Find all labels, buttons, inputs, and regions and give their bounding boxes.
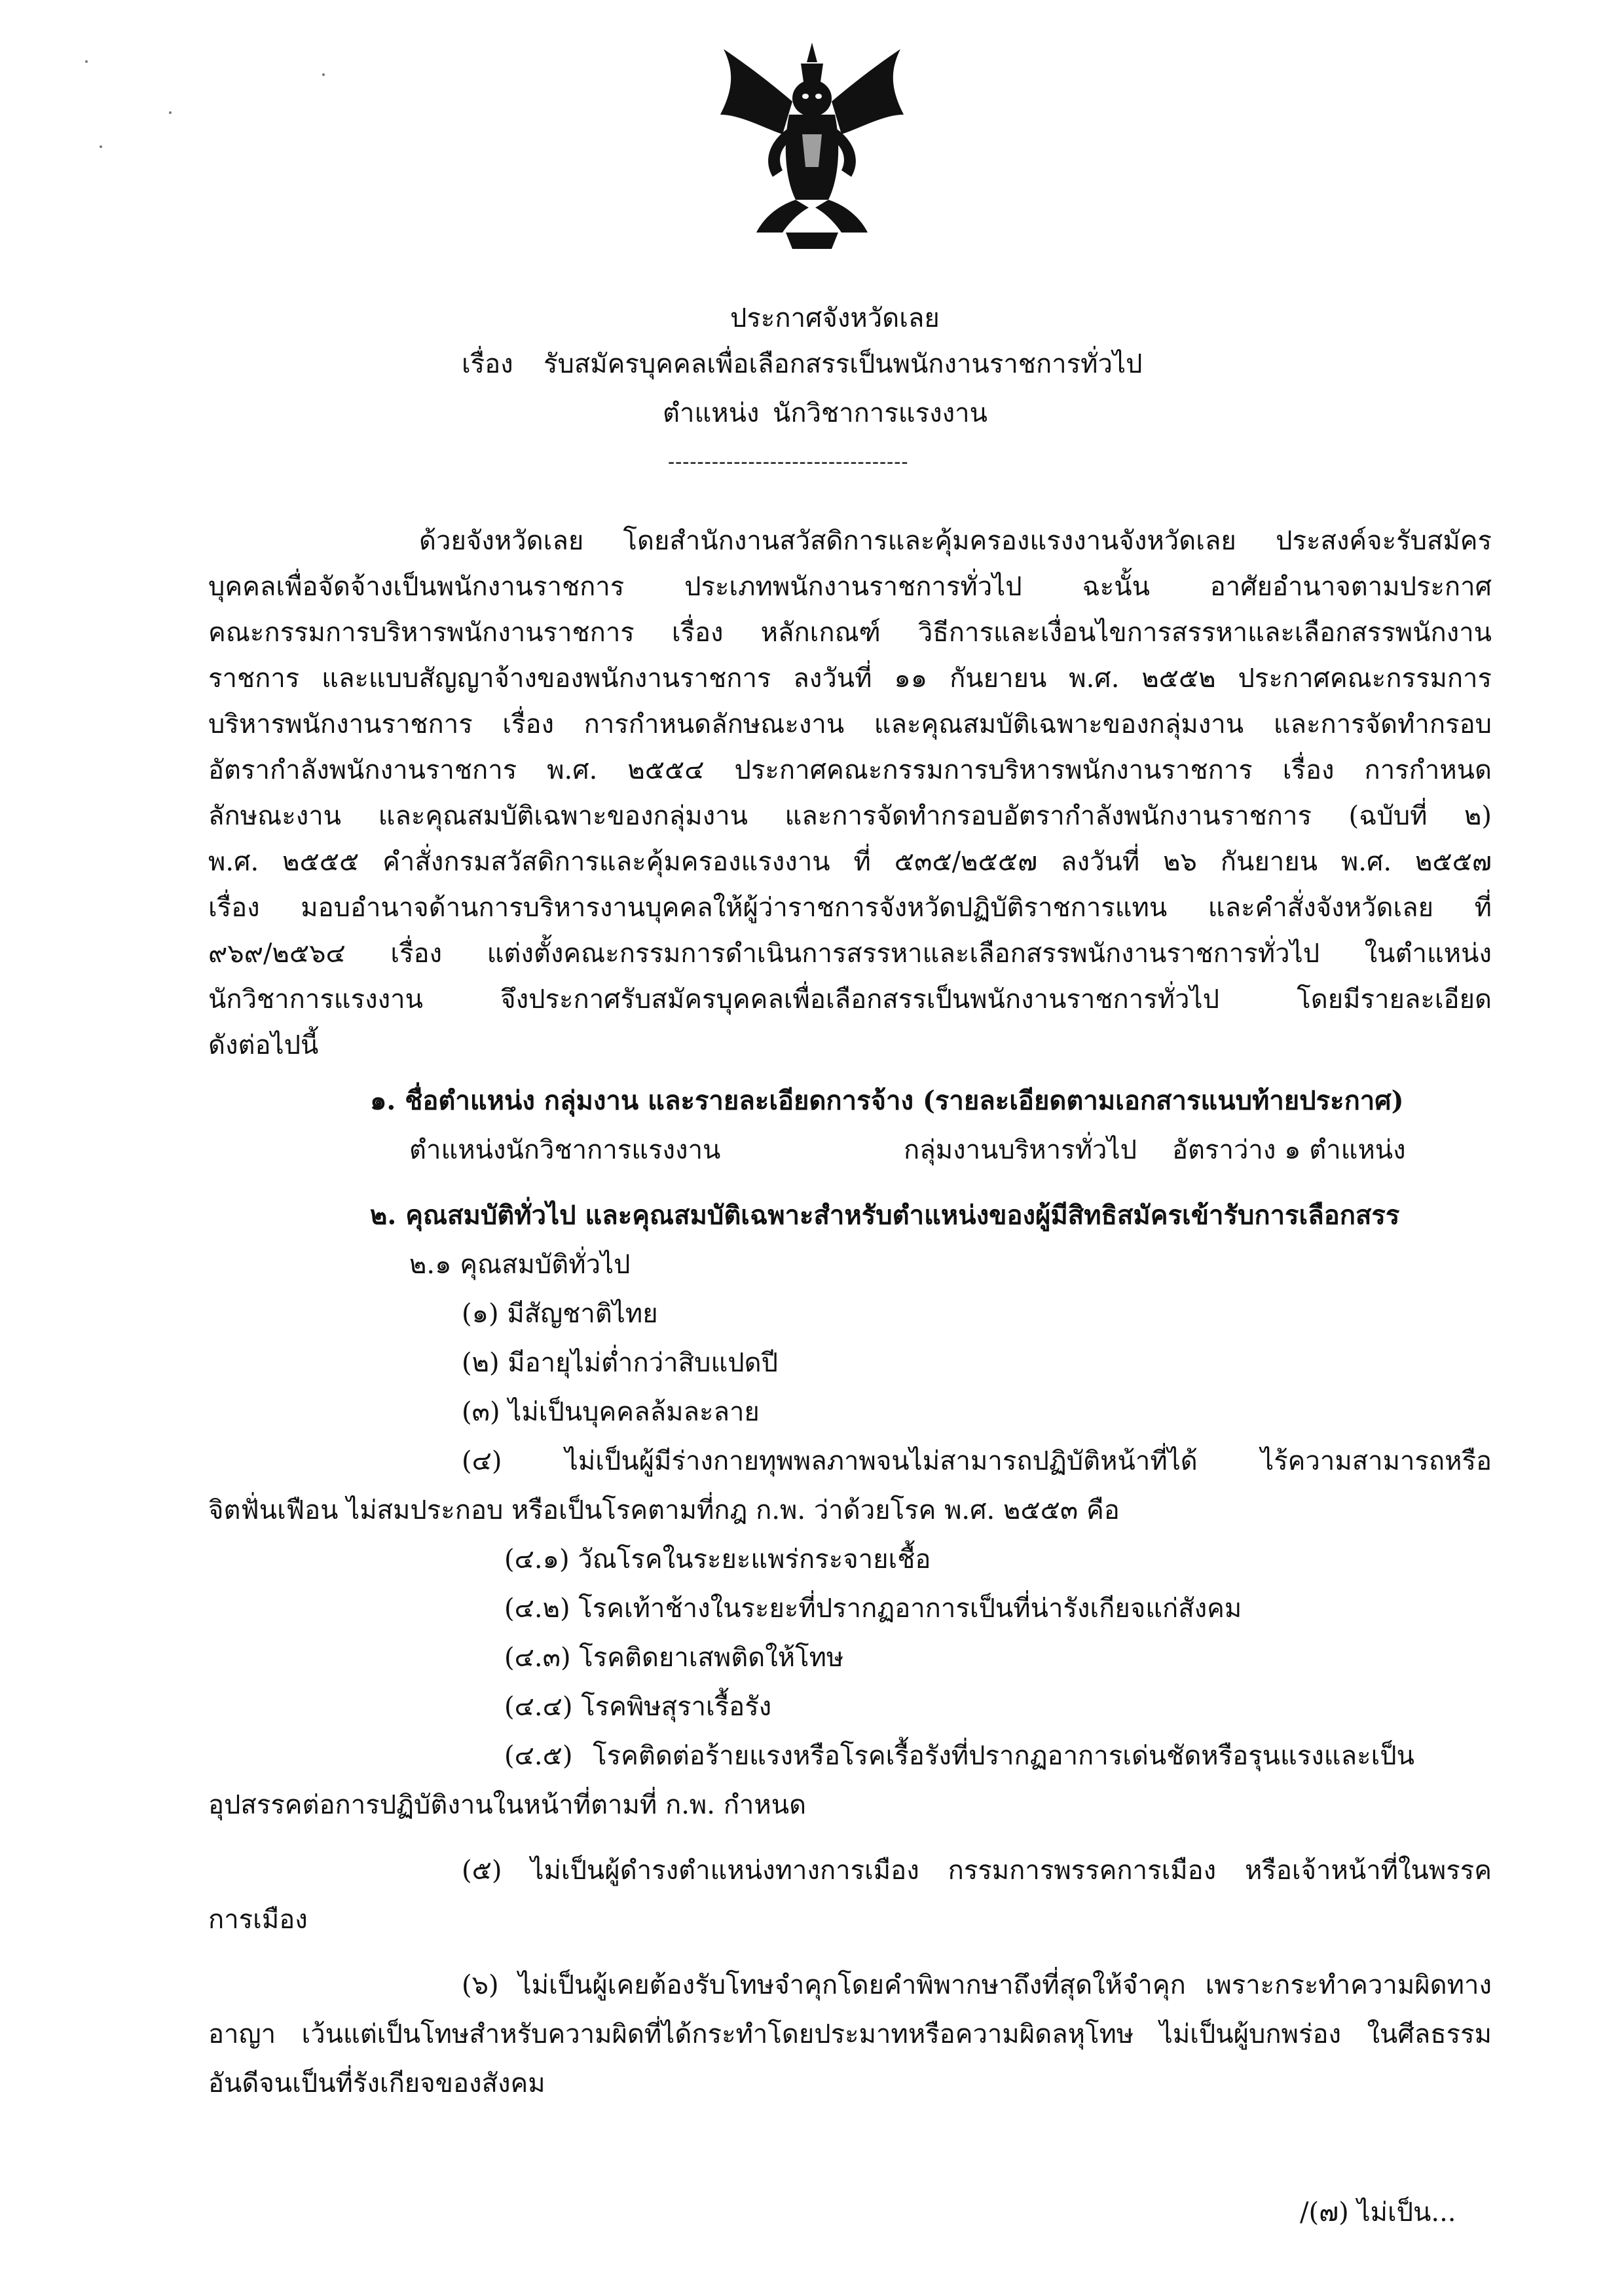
intro-line: บริหารพนักงานราชการ เรื่อง การกำหนดลักษณะงาน และคุณสมบัติเฉพาะของกลุ่มงาน และการจัดทำกรอบ [208,709,1492,739]
intro-line: อัตรากำลังพนักงานราชการ พ.ศ. ๒๕๕๔ ประกาศคณะกรรมการบริหารพนักงานราชการ เรื่อง การกำหนด [208,755,1492,785]
list-item-continuation: อันดีจนเป็นที่รังเกียจของสังคม [208,2068,545,2099]
list-item-continuation: การเมือง [208,1905,308,1935]
header-separator: --------------------------------- [668,451,909,474]
list-item: (๔) ไม่เป็นผู้มีร่างกายทุพพลภาพจนไม่สามารถปฏิบัติหน้าที่ได้ ไร้ความสามารถหรือ [462,1446,1492,1476]
list-item: (๑) มีสัญชาติไทย [462,1299,658,1329]
list-subitem: (๔.๒) โรคเท้าช้างในระยะที่ปรากฏอาการเป็นที่น่ารังเกียจแก่สังคม [504,1594,1242,1624]
intro-line: ด้วยจังหวัดเลย โดยสำนักงานสวัสดิการและคุ้มครองแรงงานจังหวัดเลย ประสงค์จะรับสมัคร [419,526,1492,556]
intro-line: ราชการ และแบบสัญญาจ้างของพนักงานราชการ ลงวันที่ ๑๑ กันยายน พ.ศ. ๒๕๕๒ ประกาศคณะกรรมการ [208,663,1492,694]
scan-speck [322,73,325,76]
continuation-marker: /(๗) ไม่เป็น... [1300,2197,1456,2228]
intro-line: บุคคลเพื่อจัดจ้างเป็นพนักงานราชการ ประเภทพนักงานราชการทั่วไป ฉะนั้น อาศัยอำนาจตามประกาศ [208,572,1492,602]
list-item-continuation: อาญา เว้นแต่เป็นโทษสำหรับความผิดที่ได้กระทำโดยประมาทหรือความผิดลหุโทษ ไม่เป็นผู้บกพร่อง ในศีลธรรม [208,2019,1492,2049]
section1-vacancy: อัตราว่าง ๑ ตำแหน่ง [1172,1135,1406,1165]
list-item: (๖) ไม่เป็นผู้เคยต้องรับโทษจำคุกโดยคำพิพากษาถึงที่สุดให้จำคุก เพราะกระทำความผิดทาง [462,1970,1492,2000]
intro-line: ลักษณะงาน และคุณสมบัติเฉพาะของกลุ่มงาน และการจัดทำกรอบอัตรากำลังพนักงานราชการ (ฉบับที่ ๒) [208,801,1492,831]
intro-line: พ.ศ. ๒๕๕๕ คำสั่งกรมสวัสดิการและคุ้มครองแรงงาน ที่ ๕๓๕/๒๕๕๗ ลงวันที่ ๒๖ กันยายน พ.ศ. ๒๕๕๗ [208,847,1492,877]
list-subitem: (๔.๕) โรคติดต่อร้ายแรงหรือโรคเรื้อรังที่ปรากฏอาการเด่นชัดหรือรุนแรงและเป็น [504,1741,1414,1771]
page-title: ประกาศจังหวัดเลย [730,303,940,333]
list-item: (๓) ไม่เป็นบุคคลล้มละลาย [462,1397,760,1427]
scan-speck [169,111,172,114]
list-subitem: (๔.๓) โรคติดยาเสพติดให้โทษ [504,1643,844,1673]
scan-speck [100,145,102,148]
subject-text: รับสมัครบุคคลเพื่อเลือกสรรเป็นพนักงานราชการทั่วไป [544,349,1143,379]
scan-speck [85,60,88,63]
position-text: นักวิชาการแรงงาน [773,398,987,428]
list-item-continuation: จิตฟั่นเฟือน ไม่สมประกอบ หรือเป็นโรคตามที่กฎ ก.พ. ว่าด้วยโรค พ.ศ. ๒๕๕๓ คือ [208,1495,1120,1525]
list-item: (๒) มีอายุไม่ต่ำกว่าสิบแปดปี [462,1348,778,1378]
position-label: ตำแหน่ง [663,398,760,428]
list-item: (๕) ไม่เป็นผู้ดำรงตำแหน่งทางการเมือง กรรมการพรรคการเมือง หรือเจ้าหน้าที่ในพรรค [462,1856,1492,1886]
garuda-emblem-icon [710,36,913,252]
section2-heading: ๒. คุณสมบัติทั่วไป และคุณสมบัติเฉพาะสำหรับตำแหน่งของผู้มีสิทธิสมัครเข้ารับการเลือกสรร [370,1200,1400,1231]
list-subitem: (๔.๑) วัณโรคในระยะแพร่กระจายเชื้อ [504,1544,931,1575]
section1-group: กลุ่มงานบริหารทั่วไป [904,1135,1137,1165]
list-subitem: (๔.๔) โรคพิษสุราเรื้อรัง [504,1692,772,1722]
garuda-emblem [710,36,913,252]
intro-line: นักวิชาการแรงงาน จึงประกาศรับสมัครบุคคลเพื่อเลือกสรรเป็นพนักงานราชการทั่วไป โดยมีรายละเอียด [208,984,1492,1015]
section2-subheading: ๒.๑ คุณสมบัติทั่วไป [409,1250,631,1280]
intro-line: ดังต่อไปนี้ [208,1030,319,1060]
intro-line: เรื่อง มอบอำนาจด้านการบริหารงานบุคคลให้ผู้ว่าราชการจังหวัดปฏิบัติราชการแทน และคำสั่งจังหวัดเลย ที่ [208,893,1492,923]
intro-line: คณะกรรมการบริหารพนักงานราชการ เรื่อง หลักเกณฑ์ วิธีการและเงื่อนไขการสรรหาและเลือกสรรพนักงาน [208,618,1492,648]
section1-heading: ๑. ชื่อตำแหน่ง กลุ่มงาน และรายละเอียดการจ้าง (รายละเอียดตามเอกสารแนบท้ายประกาศ) [370,1085,1404,1116]
subject-label: เรื่อง [462,349,513,379]
intro-line: ๙๖๙/๒๕๖๔ เรื่อง แต่งตั้งคณะกรรมการดำเนินการสรรหาและเลือกสรรพนักงานราชการทั่วไป ในตำแหน่ง [208,939,1492,969]
list-item-continuation: อุปสรรคต่อการปฏิบัติงานในหน้าที่ตามที่ ก.พ. กำหนด [208,1790,807,1820]
section1-position: ตำแหน่งนักวิชาการแรงงาน [409,1135,721,1165]
